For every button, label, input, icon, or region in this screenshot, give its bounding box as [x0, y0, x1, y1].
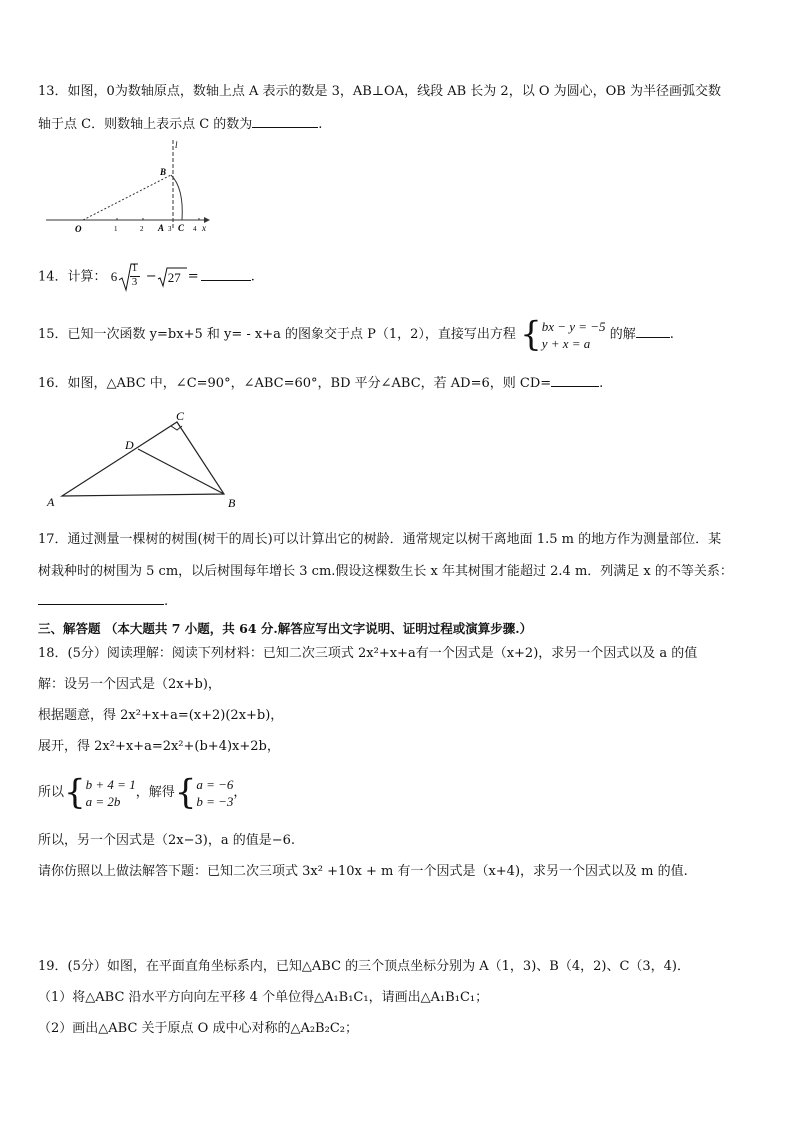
q16-label-C: C — [176, 409, 185, 423]
q14-minus: − — [145, 269, 157, 284]
q17-answer-blank[interactable] — [38, 592, 164, 605]
q18-sys2-eq1: a = −6 — [196, 776, 234, 792]
q13-line1: 13．如图，0为数轴原点，数轴上点 A 表示的数是 3，AB⊥OA，线段 AB 长为 2，以 O 为圆心，OB 为半径画弧交数 — [38, 84, 721, 99]
section3-header — [38, 620, 532, 638]
q16-answer-blank[interactable] — [551, 374, 599, 387]
q13-label-A: A — [158, 223, 165, 233]
q18-so: 所以 — [38, 785, 65, 800]
q19-line2: （1）将△ABC 沿水平方向向左平移 4 个单位得△A₁B₁C₁，请画出△A₁B₁C₁； — [38, 990, 489, 1005]
q16-label-D: D — [125, 438, 134, 452]
q16-line — [38, 374, 603, 393]
q13-line2 — [38, 115, 322, 134]
q14-frac-den: 3 — [131, 276, 138, 288]
q15-prefix: 15．已知一次函数 y=bx+5 和 y= - x+a 的图象交于点 P（1，2），直接写出方程 — [38, 327, 516, 342]
q18-systems-line — [38, 772, 246, 814]
q18-line7: 请你仿照以上做法解答下题：已知二次三项式 3x² +10x + m 有一个因式是（x+4)，求另一个因式以及 m 的值. — [38, 864, 688, 879]
q15-suffix: 的解 — [609, 327, 636, 342]
q13-end: . — [318, 117, 323, 132]
section3-note: （本大题共 7 小题，共 64 分.解答应写出文字说明、证明过程或演算步骤.） — [104, 621, 533, 636]
q13-answer-blank[interactable] — [252, 115, 318, 128]
q18-brace-1: { — [64, 772, 86, 813]
q19-line3: （2）画出△ABC 关于原点 O 成中心对称的△A₂B₂C₂； — [38, 1021, 358, 1036]
q16-bisector-BD — [138, 449, 224, 494]
q15-brace: { — [520, 314, 542, 355]
q18-sys2-end: ， — [233, 785, 247, 800]
q14-line — [38, 262, 255, 292]
q18-solve: ，解得 — [135, 785, 175, 800]
q15-end: . — [669, 327, 674, 342]
q18-system-1 — [86, 776, 136, 810]
q16-triangle-figure — [44, 408, 250, 512]
q19-line1: 19．(5分）如图，在平面直角坐标系内，已知△ABC 的三个顶点坐标分别为 A（1，3)、B（4，2)、C（3，4)． — [38, 959, 691, 974]
q18-system-2 — [196, 776, 233, 810]
q14-end: . — [250, 269, 255, 285]
q13-label-x: x — [202, 223, 206, 233]
q17-answer-line — [38, 592, 168, 611]
q13-label-O: O — [75, 224, 82, 234]
q13-label-4: 4 — [193, 225, 197, 233]
q16-triangle-ABC — [62, 422, 224, 496]
q14-frac-num: 1 — [131, 262, 138, 274]
q15-eq2: y + x = a — [541, 335, 591, 351]
q13-number-line-figure — [44, 138, 214, 238]
q17-line2: 树栽种时的树围为 5 cm，以后树围每年增长 3 cm.假设这棵数生长 x 年其树围才能超过 2.4 m．列满足 x 的不等关系： — [38, 564, 733, 579]
q14-coef: 6 — [110, 269, 118, 284]
q13-label-2: 2 — [140, 225, 144, 233]
q14-prefix: 14．计算： — [38, 269, 107, 285]
q18-line4: 展开，得 2x²+x+a=2x²+(b+4)x+2b， — [38, 739, 280, 754]
q18-line1: 18．(5分）阅读理解：阅读下列材料：已知二次三项式 2x²+x+a有一个因式是（x+2)，求另一个因式以及 a 的值 — [38, 646, 698, 661]
q18-line2: 解：设另一个因式是（2x+b)， — [38, 677, 221, 692]
q18-sys1-eq1: b + 4 = 1 — [85, 776, 136, 792]
q18-line6: 所以，另一个因式是（2x−3)，a 的值是−6. — [38, 833, 296, 848]
q17-line1: 17．通过测量一棵树的树围(树干的周长)可以计算出它的树龄．通常规定以树干离地面 1.5 m 的地方作为测量部位．某 — [38, 532, 722, 547]
q16-end: . — [599, 376, 604, 391]
q14-expression — [111, 262, 201, 292]
q18-sys1-eq2: a = 2b — [85, 793, 121, 809]
q17-end: . — [164, 594, 169, 609]
section3-title: 三、解答题 — [38, 621, 101, 636]
q15-eq1: bx − y = −5 — [541, 318, 606, 334]
q16-label-B: B — [228, 496, 236, 510]
q16-text: 16．如图，△ABC 中，∠C=90°，∠ABC=60°，BD 平分∠ABC，若 AD=6，则 CD= — [38, 376, 552, 391]
q13-label-B: B — [160, 167, 167, 177]
q13-label-3: 3 — [168, 225, 172, 233]
q18-brace-2: { — [174, 772, 197, 813]
q18-sys2-eq2: b = −3 — [196, 793, 234, 809]
q15-answer-blank[interactable] — [636, 325, 670, 338]
q13-text: 轴于点 C．则数轴上表示点 C 的数为 — [38, 117, 253, 132]
q13-label-1: 1 — [114, 225, 118, 233]
q13-label-l: l — [175, 140, 178, 150]
q18-line3: 根据题意，得 2x²+x+a=(x+2)(2x+b)， — [38, 708, 284, 723]
q15-line — [38, 314, 674, 356]
q14-eq: = — [187, 269, 199, 284]
q15-system — [542, 318, 606, 352]
q14-answer-blank[interactable] — [201, 268, 251, 281]
q14-radicand: 27 — [167, 270, 181, 285]
q16-label-A: A — [47, 495, 55, 509]
q13-label-C: C — [178, 223, 185, 233]
q13-segment-OB — [83, 175, 171, 220]
